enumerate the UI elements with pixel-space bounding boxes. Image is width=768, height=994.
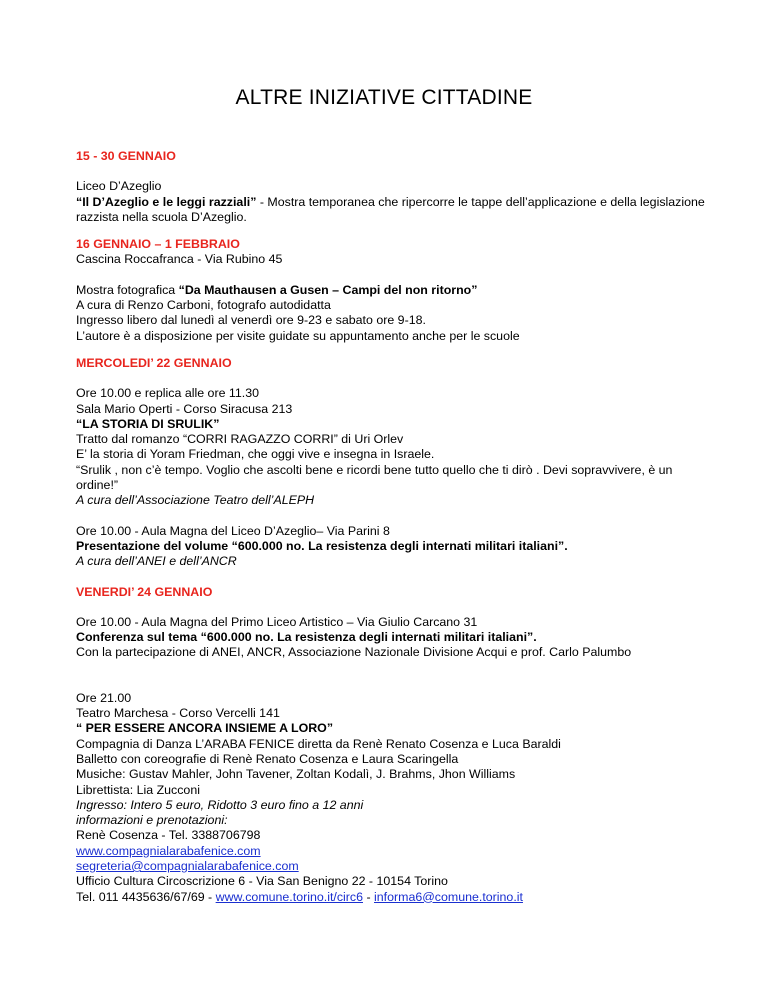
email-link[interactable]: segreteria@compagnialarabafenice.com xyxy=(76,858,299,873)
document-body xyxy=(76,149,706,905)
spacer xyxy=(76,371,706,386)
section-date-1: 15 - 30 GENNAIO xyxy=(76,149,176,163)
event-place: Sala Mario Operti - Corso Siracusa 213 xyxy=(76,401,293,416)
event-place: Cascina Roccafranca - Via Rubino 45 xyxy=(76,252,283,267)
event-title: Conferenza sul tema “600.000 no. La resistenza degli internati militari italiani”. xyxy=(76,630,537,645)
event-text: Con la partecipazione di ANEI, ANCR, Associazione Nazionale Divisione Acqui e prof. Carlo Palumbo xyxy=(76,645,632,660)
event-curator: A cura dell’ANEI e dell’ANCR xyxy=(76,554,237,569)
section-date-2: 16 GENNAIO – 1 FEBBRAIO xyxy=(76,237,240,252)
event-contact: Renè Cosenza - Tel. 3388706798 xyxy=(76,828,261,843)
spacer xyxy=(76,225,706,237)
event-time: Ore 10.00 e replica alle ore 11.30 xyxy=(76,386,259,401)
separator: - xyxy=(363,889,375,904)
section-date-4: VENERDI’ 24 GENNAIO xyxy=(76,584,213,599)
event-text: - Mostra temporanea che ripercorre le tappe dell’applicazione e della legislazione razzista nella scuola D’Azeglio. xyxy=(76,194,705,224)
event-note: L’autore è a disposizione per visite guidate su appuntamento anche per le scuole xyxy=(76,328,520,343)
event-price: Ingresso: Intero 5 euro, Ridotto 3 euro fino a 12 anni xyxy=(76,797,364,812)
event-time: Ore 10.00 - Aula Magna del Liceo D’Azeglio– Via Parini 8 xyxy=(76,523,390,538)
event-time: Ore 21.00 xyxy=(76,690,132,705)
event-quote: “Srulik , non c’è tempo. Voglio che ascolti bene e ricordi bene tutto quello che ti dirò . Devi sopravvivere, è un ordine!” xyxy=(76,462,673,493)
spacer xyxy=(76,509,706,524)
event-curator: A cura di Renzo Carboni, fotografo autodidatta xyxy=(76,298,331,313)
event-text: E’ la storia di Yoram Friedman, che oggi vive e insegna in Israele. xyxy=(76,447,435,462)
event-text: Librettista: Lia Zucconi xyxy=(76,782,200,797)
event-text: Mostra fotografica xyxy=(76,282,179,297)
event-place: Teatro Marchesa - Corso Vercelli 141 xyxy=(76,706,280,721)
event-text: Compagnia di Danza L’ARABA FENICE diretta da Renè Renato Cosenza e Luca Baraldi xyxy=(76,736,561,751)
event-hours: Ingresso libero dal lunedì al venerdì ore 9-23 e sabato ore 9-18. xyxy=(76,313,426,328)
spacer xyxy=(76,600,706,615)
event-time: Ore 10.00 - Aula Magna del Primo Liceo Artistico – Via Giulio Carcano 31 xyxy=(76,614,478,629)
spacer xyxy=(76,164,706,179)
circ6-link[interactable]: www.comune.torino.it/circ6 xyxy=(215,889,363,904)
event-text: Tratto dal romanzo “CORRI RAGAZZO CORRI” di Uri Orlev xyxy=(76,432,404,447)
informa6-email-link[interactable]: informa6@comune.torino.it xyxy=(374,889,523,904)
spacer xyxy=(76,344,706,356)
page-title: ALTRE INIZIATIVE CITTADINE xyxy=(235,86,533,109)
event-description xyxy=(76,195,706,226)
phone-text: Tel. 011 4435636/67/69 - xyxy=(76,889,216,904)
event-description xyxy=(76,283,706,298)
event-office: Ufficio Cultura Circoscrizione 6 - Via San Benigno 22 - 10154 Torino xyxy=(76,874,448,889)
event-title: “ PER ESSERE ANCORA INSIEME A LORO” xyxy=(76,721,334,736)
event-title: “Il D’Azeglio e le leggi razziali” xyxy=(76,194,257,209)
event-text: Balletto con coreografie di Renè Renato Cosenza e Laura Scaringella xyxy=(76,751,459,766)
spacer xyxy=(76,661,706,691)
section-date-3: MERCOLEDI’ 22 GENNAIO xyxy=(76,355,232,370)
event-title: Presentazione del volume “600.000 no. La resistenza degli internati militari italiani”. xyxy=(76,538,568,553)
spacer xyxy=(76,268,706,283)
spacer xyxy=(76,570,706,585)
event-curator: A cura dell’Associazione Teatro dell’ALEPH xyxy=(76,493,315,508)
event-title: “LA STORIA DI SRULIK” xyxy=(76,416,220,431)
event-phone-line xyxy=(76,890,706,905)
website-link[interactable]: www.compagnialarabafenice.com xyxy=(76,843,261,858)
event-info-label: informazioni e prenotazioni: xyxy=(76,813,228,828)
event-text: Musiche: Gustav Mahler, John Tavener, Zoltan Kodalì, J. Brahms, Jhon Williams xyxy=(76,767,516,782)
event-place: Liceo D’Azeglio xyxy=(76,179,162,194)
event-title: “Da Mauthausen a Gusen – Campi del non ritorno” xyxy=(178,282,478,297)
